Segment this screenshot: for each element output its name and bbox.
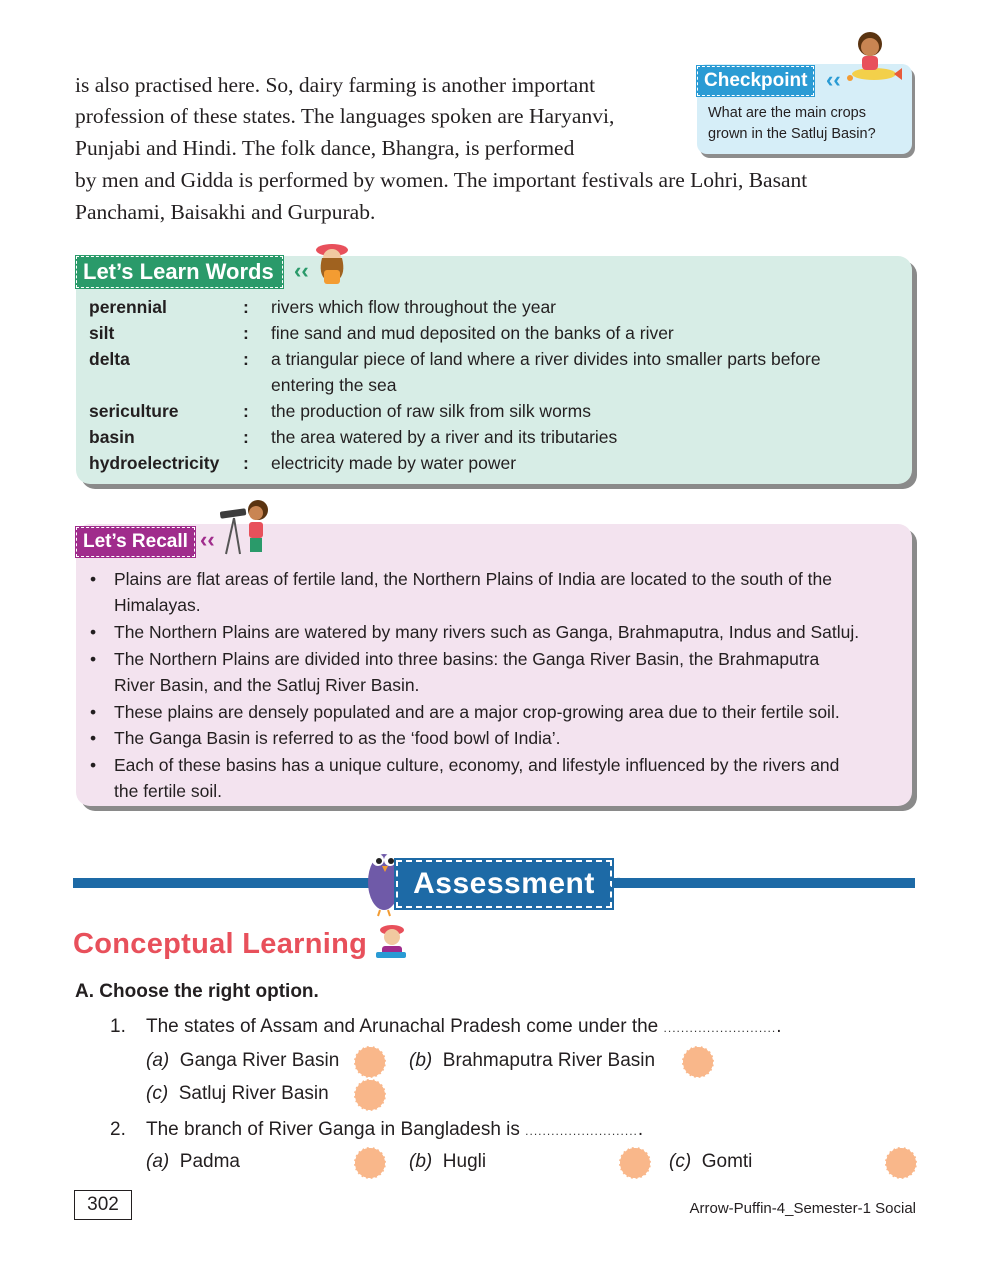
option-c bbox=[146, 1081, 329, 1107]
chevron-left-icon: ‹‹ bbox=[294, 258, 309, 283]
boy-telescope-illustration bbox=[216, 498, 274, 556]
intro-line-2: profession of these states. The languages spoken are Haryanvi, bbox=[75, 104, 615, 128]
question-text: The states of Assam and Arunachal Pradesh come under the bbox=[146, 1016, 659, 1037]
word-term: hydroelectricity bbox=[89, 453, 220, 473]
recall-title: Let’s Recall bbox=[76, 527, 195, 557]
option-text: Ganga River Basin bbox=[179, 1050, 340, 1071]
option-label: (b) bbox=[409, 1050, 433, 1071]
bullet: • bbox=[90, 569, 97, 589]
recall-item-line: These plains are densely populated and are a major crop-growing area due to their fertile soil. bbox=[114, 702, 840, 722]
recall-item-line: River Basin, and the Satluj River Basin. bbox=[114, 675, 420, 695]
recall-item-line: Each of these basins has a unique culture, economy, and lifestyle influenced by the rivers and bbox=[114, 755, 840, 775]
option-label: (a) bbox=[146, 1050, 170, 1071]
bullet: • bbox=[90, 728, 97, 748]
intro-line-1: is also practised here. So, dairy farming is another important bbox=[75, 73, 596, 97]
intro-line-4: by men and Gidda is performed by women. The important festivals are Lohri, Basant bbox=[75, 168, 808, 192]
colon: : bbox=[243, 323, 249, 343]
answer-blank[interactable]: .......................... bbox=[663, 1021, 777, 1035]
question-2 bbox=[146, 1117, 643, 1144]
checkpoint-question-line-1: What are the main crops bbox=[708, 105, 866, 121]
option-a bbox=[146, 1149, 240, 1175]
answer-circle[interactable] bbox=[354, 1046, 386, 1078]
page-number: 302 bbox=[74, 1190, 132, 1220]
girl-illustration bbox=[308, 240, 354, 290]
word-definition: a triangular piece of land where a river divides into smaller parts before bbox=[271, 349, 821, 369]
word-definition: fine sand and mud deposited on the banks of a river bbox=[271, 323, 674, 343]
word-term: silt bbox=[89, 323, 115, 343]
option-text: Satluj River Basin bbox=[178, 1083, 329, 1104]
bullet: • bbox=[90, 622, 97, 642]
chevron-left-icon: ‹‹ bbox=[826, 67, 841, 92]
word-definition: the area watered by a river and its tributaries bbox=[271, 427, 618, 447]
option-text: Padma bbox=[179, 1151, 240, 1172]
question-number: 2. bbox=[110, 1119, 126, 1140]
checkpoint-question-line-2: grown in the Satluj Basin? bbox=[708, 126, 876, 142]
colon: : bbox=[243, 427, 249, 447]
checkpoint-title: Checkpoint bbox=[697, 66, 814, 96]
period: . bbox=[776, 1016, 782, 1037]
bullet: • bbox=[90, 702, 97, 722]
answer-circle[interactable] bbox=[354, 1147, 386, 1179]
answer-circle[interactable] bbox=[682, 1046, 714, 1078]
conceptual-learning-heading: Conceptual Learning bbox=[73, 928, 368, 960]
chevron-left-icon: ‹‹ bbox=[200, 527, 215, 552]
answer-circle[interactable] bbox=[885, 1147, 917, 1179]
answer-circle[interactable] bbox=[354, 1079, 386, 1111]
intro-line-3: Punjabi and Hindi. The folk dance, Bhangra, is performed bbox=[75, 136, 575, 160]
word-term: sericulture bbox=[89, 401, 179, 421]
chevron-left-icon: ‹‹ bbox=[604, 866, 622, 896]
recall-item-line: The Northern Plains are divided into three basins: the Ganga River Basin, the Brahmaputra bbox=[114, 649, 820, 669]
colon: : bbox=[243, 453, 249, 473]
boy-rocket-illustration bbox=[840, 30, 902, 90]
word-definition-continued: entering the sea bbox=[271, 375, 397, 395]
recall-item-line: the fertile soil. bbox=[114, 781, 222, 801]
recall-item-line: The Northern Plains are watered by many rivers such as Ganga, Brahmaputra, Indus and Satluj. bbox=[114, 622, 860, 642]
option-label: (c) bbox=[146, 1083, 169, 1104]
intro-line-5: Panchami, Baisakhi and Gurpurab. bbox=[75, 200, 376, 224]
recall-item-line: The Ganga Basin is referred to as the ‘food bowl of India’. bbox=[114, 728, 561, 748]
option-text: Gomti bbox=[701, 1151, 753, 1172]
bullet: • bbox=[90, 755, 97, 775]
period: . bbox=[637, 1119, 644, 1140]
answer-circle[interactable] bbox=[619, 1147, 651, 1179]
option-text: Hugli bbox=[442, 1151, 487, 1172]
colon: : bbox=[243, 297, 249, 317]
recall-item-line: Plains are flat areas of fertile land, the Northern Plains of India are located to the south of the bbox=[114, 569, 832, 589]
recall-item-line: Himalayas. bbox=[114, 595, 201, 615]
question-text: The branch of River Ganga in Bangladesh is bbox=[146, 1119, 520, 1140]
question-number: 1. bbox=[110, 1016, 126, 1037]
option-label: (b) bbox=[409, 1151, 433, 1172]
learn-words-title: Let’s Learn Words bbox=[76, 256, 283, 288]
colon: : bbox=[243, 401, 249, 421]
colon: : bbox=[243, 349, 249, 369]
assessment-title: Assessment bbox=[396, 860, 612, 908]
word-definition: electricity made by water power bbox=[271, 453, 517, 473]
option-c bbox=[669, 1149, 752, 1175]
option-text: Brahmaputra River Basin bbox=[442, 1050, 656, 1071]
word-term: perennial bbox=[89, 297, 167, 317]
word-term: basin bbox=[89, 427, 135, 447]
section-a-instruction: A. Choose the right option. bbox=[75, 981, 319, 1002]
question-1 bbox=[146, 1014, 782, 1041]
option-b bbox=[409, 1149, 486, 1175]
girl-reading-illustration bbox=[370, 922, 412, 964]
answer-blank[interactable]: .......................... bbox=[525, 1124, 638, 1138]
option-a bbox=[146, 1048, 339, 1074]
word-definition: the production of raw silk from silk worms bbox=[271, 401, 591, 421]
word-term: delta bbox=[89, 349, 130, 369]
footer-book-title: Arrow-Puffin-4_Semester-1 Social bbox=[689, 1200, 916, 1217]
option-label: (a) bbox=[146, 1151, 170, 1172]
option-b bbox=[409, 1048, 655, 1074]
bullet: • bbox=[90, 649, 97, 669]
option-label: (c) bbox=[669, 1151, 692, 1172]
word-definition: rivers which flow throughout the year bbox=[271, 297, 556, 317]
